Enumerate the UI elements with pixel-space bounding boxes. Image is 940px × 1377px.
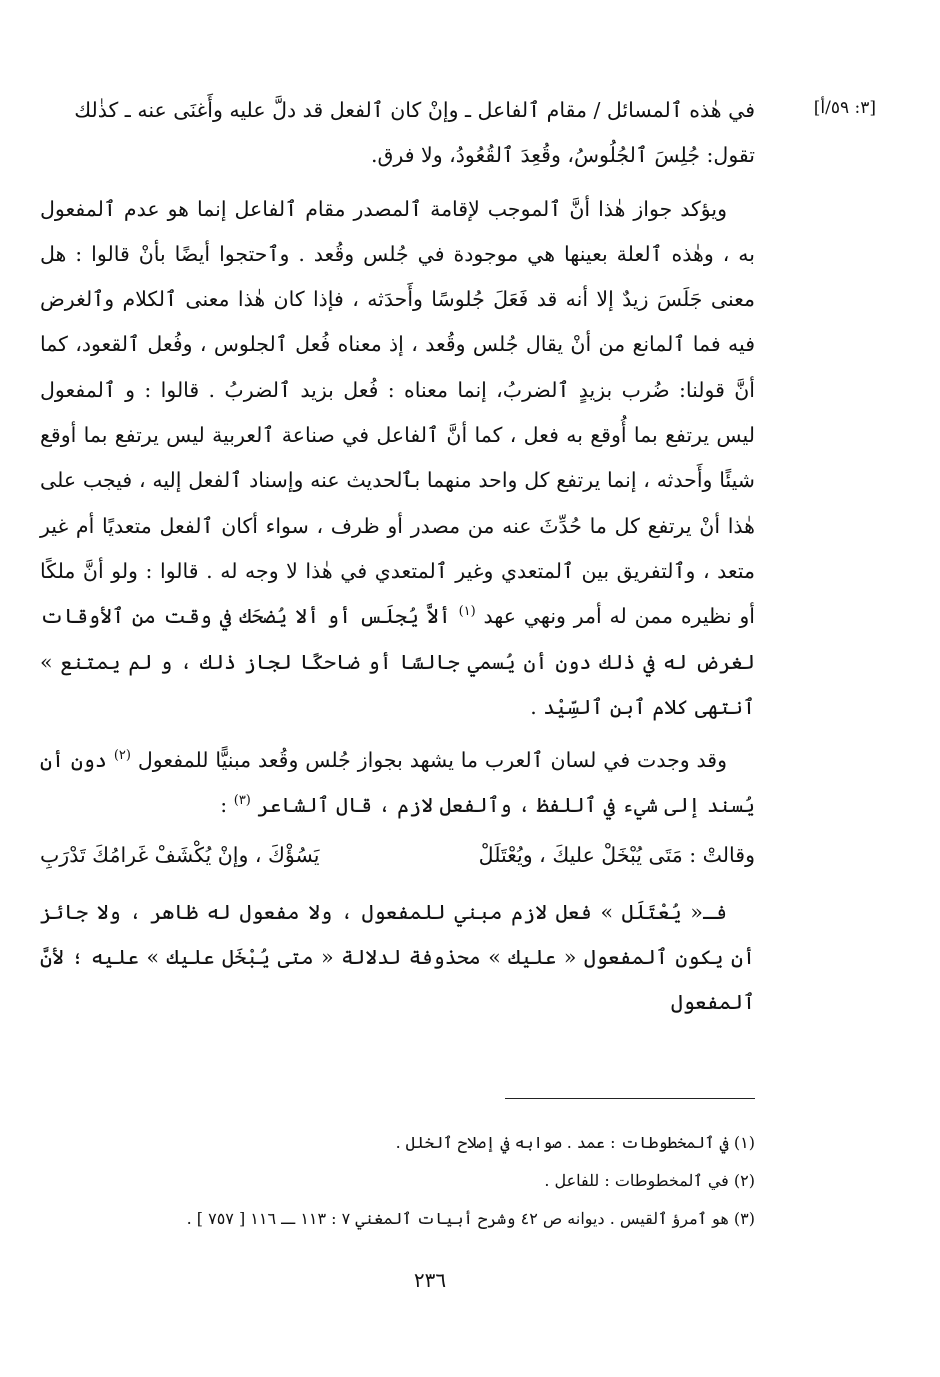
paragraph-argument-tail: ألاَّ يُجلَس أو ألا يُضحَك في وقت من ٱلأوقات لغرض له في ذٰلك دون أن يُسمي جالسًا أو ضاحكًا لجاز ذٰلك ، و لم يمتنع » ٱنتهى كلام ٱبن ٱلسِّيْد . (40, 604, 755, 719)
paragraph-evidence-tail: دون أن يُسند إلى شيء في ٱللفظ ، وٱلفعل لازم ، قال ٱلشاعر (40, 748, 755, 818)
footnote-1: (١) في ٱلمخطوطات : عمد . صوابه في إصلاح ٱلخلل . (395, 1133, 755, 1152)
main-text (40, 88, 755, 1026)
paragraph-argument (40, 187, 755, 731)
manuscript-folio-reference: [٣: ٥٩/أ] (813, 98, 876, 118)
paragraph-analysis: فـ« يُعْتَلَل » فعل لازم مبني للمفعول ، ولا مفعول له ظاهر ، ولا جائز أن يكون ٱلمفعول « عليك » محذوفة لدلالة « متى يُبْخَل عليك » عليه ؛ لأنَّ ٱلمفعول (40, 899, 755, 1015)
verse-second-hemistich: يَسُؤْكَ ، وإنْ يُكْشَفْ غَرامُكَ تَدْرَبِ (40, 842, 320, 867)
footnote-2: (٢) في ٱلمخطوطات : للفاعل . (544, 1171, 755, 1190)
paragraph-evidence (40, 738, 755, 829)
footnote-marker-3: (٣) (233, 793, 251, 809)
verse-first-hemistich: وقالتْ : مَتَى يُبْخَلْ عليكَ ، ويُعْتَلَلْ (478, 842, 755, 867)
footnotes (40, 1124, 755, 1238)
page-number: ٢٣٦ (413, 1268, 447, 1292)
paragraph-argument-text: ويؤكد جواز هٰذا أنَّ ٱلموجب لإقامة ٱلمصدر مقام ٱلفاعل إنما هو عدم ٱلمفعول به ، وهٰذه ٱلعلة بعينها هي موجودة في جُلس وقُعد . وٱحتجوا أيضًا بأنْ قالوا : هل معنى جَلَسَ زيدٌ إلا أنه قد فَعَلَ جُلوسًا وأَحدَثه ، فإذا كان هٰذا معنى ٱلكلام وٱلغرض فيه فما ٱلمانع من أنْ يقال جُلس وقُعد ، إذ معناه فُعل ٱلجلوس ، وفُعل ٱلقعود، كما أنَّ قولنا: ضُرب بزيدٍ ٱلضربُ، إنما معناه : فُعل بزيد ٱلضربُ . قالوا : و ٱلمفعول ليس يرتفع بما أُوقع به فعل ، كما أنَّ ٱلفاعل في صناعة ٱلعربية ليس يرتفع بما أوقع شيئًا وأَحدثه ، إنما يرتفع كل واحد منهما بٱلحديث عنه وإسناد ٱلفعل إليه ، فيجب على هٰذا أنْ يرتفع كل ما حُدِّثَ عنه من مصدر أو ظرف ، سواء أكان ٱلفعل متعديًا أم غير متعد ، وٱلتفريق بين ٱلمتعدي وغير ٱلمتعدي في هٰذا لا وجه له . قالوا : ولو أنَّ ملكًا أو نظيره ممن له أمر ونهي عهد (40, 196, 755, 629)
paragraph-evidence-end: : (220, 793, 228, 818)
footnote-3: (٣) هو ٱمرؤ ٱلقيس . ديوانه ص ٤٢ وشرح أبيات ٱلمغني ٧ : ١١٣ ـــ ١١٦ [ ٧٥٧ ] . (186, 1209, 755, 1228)
poetry-verse (40, 833, 755, 878)
footnote-separator (505, 1098, 755, 1099)
paragraph-evidence-text: وقد وجدت في لسان ٱلعرب ما يشهد بجواز جُلس وقُعد مبنيًّا للمفعول (137, 748, 727, 773)
text-line-2: تقول: جُلِسَ ٱلجُلُوسُ، وقُعِدَ ٱلقُعُودُ، ولا فرق. (371, 143, 755, 168)
footnote-marker-2: (٢) (113, 748, 131, 764)
footnote-marker-1: (١) (458, 604, 476, 620)
text-line-1: في هٰذه ٱلمسائل / مقام ٱلفاعل ـ وإنْ كان ٱلفعل قد دلَّ عليه وأَغنَى عنه ـ كذٰلك (74, 98, 755, 122)
